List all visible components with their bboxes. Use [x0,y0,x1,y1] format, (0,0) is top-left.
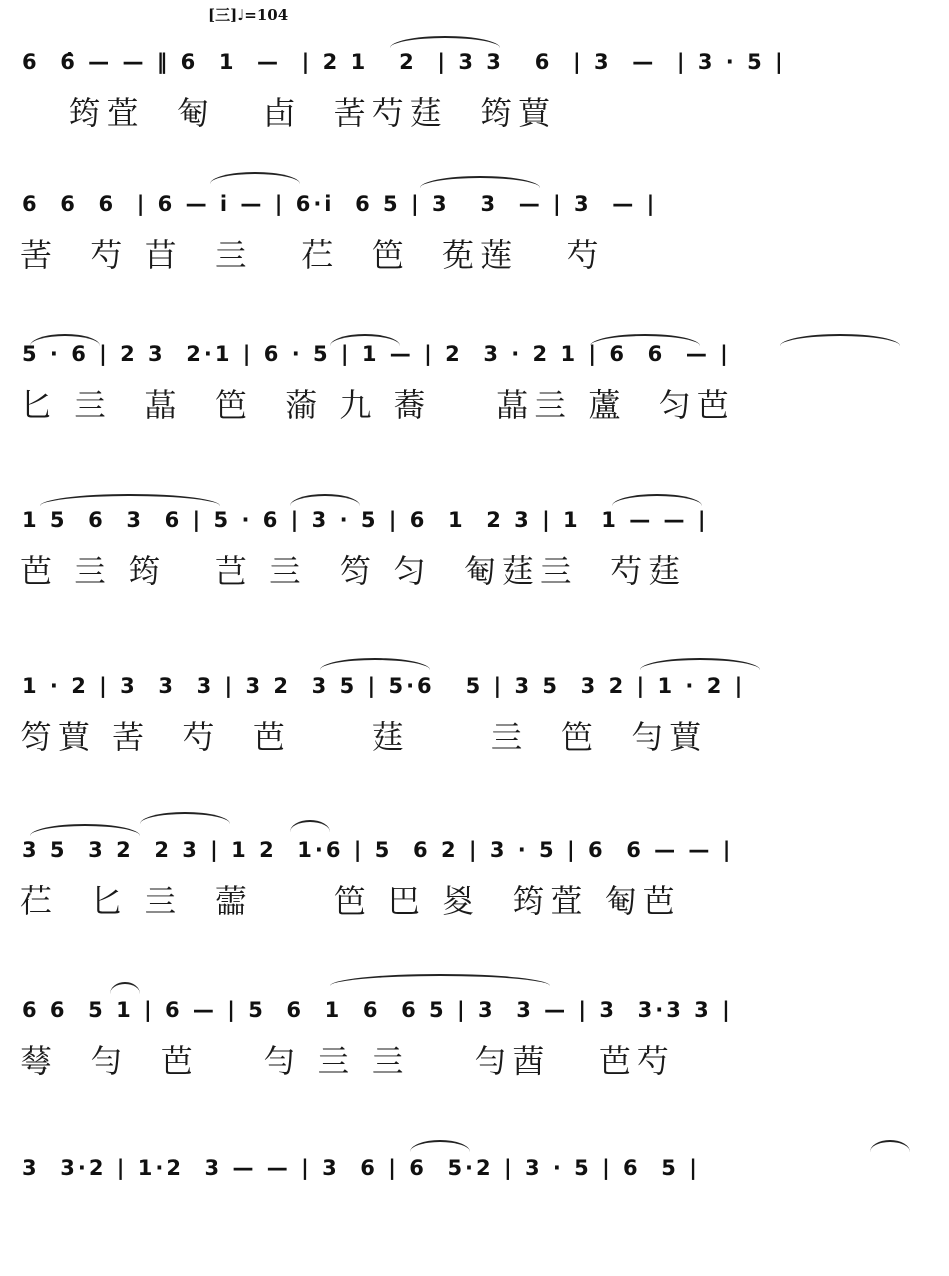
tablature-line-3: 匕 亖 蕌 笆 蕍 九 蕎 蕌亖 蘆 匀芭 [20,386,735,424]
jianpu-line-1: 6 6̂ — — ‖ 6 1 — | 2 1 2 | 3 3 6 | 3 — | 3 · 5 | [22,50,786,74]
tablature-line-5: 笉蕒 䒷 芍 芭 莛 亖 笆 勻蕒 [20,718,708,756]
tablature-line-1: 筠萓 匎 卣 䒷芍莛 筠蕒 [20,94,557,132]
score-system-7 [0,978,949,1118]
jianpu-line-5: 1 · 2 | 3 3 3 | 3 2 3 5 | 5·6 5 | 3 5 3 2 | 1 · 2 | [22,674,746,698]
jianpu-line-8: 3 3·2 | 1·2 3 — — | 3 6 | 6 5·2 | 3 · 5 | 6 5 | [22,1156,700,1180]
jianpu-line-3: 5 · 6 | 2 3 2·1 | 6 · 5 | 1 — | 2 3 · 2 1 | 6 6 — | [22,342,731,366]
jianpu-line-2: 6 6 6 | 6 — i — | 6·i 6 5 | 3 3 — | 3 — | [22,192,658,216]
tablature-line-6: 芢 匕 亖 蘦 笆 巴 㚇 筠萓 匎芭 [20,882,681,920]
score-system-6 [0,818,949,958]
jianpu-line-6: 3 5 3 2 2 3 | 1 2 1·6 | 5 6 2 | 3 · 5 | 6 6 — — | [22,838,734,862]
tablature-line-4: 芭 亖 筠 芑 亖 笉 匀 匎莛亖 芍莛 [20,552,687,590]
tablature-line-2: 䒷 芍 䒤 亖 芢 笆 莬莲 芍 [20,236,605,274]
score-system-4 [0,488,949,628]
score-system-8 [0,1136,949,1276]
score-system-2 [0,172,949,312]
jianpu-line-7: 6 6 5 1 | 6 — | 5 6 1 6 6 5 | 3 3 — | 3 3·3 3 | [22,998,733,1022]
score-system-1 [0,30,949,170]
tempo-marking: [三]♩=104 [208,6,289,24]
jianpu-line-4: 1 5 6 3 6 | 5 · 6 | 3 · 5 | 6 1 2 3 | 1 1 — — | [22,508,709,532]
slur-mark [330,974,550,986]
score-system-5 [0,654,949,794]
tablature-line-8 [20,1194,910,1242]
slur-mark [140,812,230,824]
tablature-line-7: 䔢 勻 芭 勻 亖 亖 勻莤 芭芍 [20,1042,675,1080]
